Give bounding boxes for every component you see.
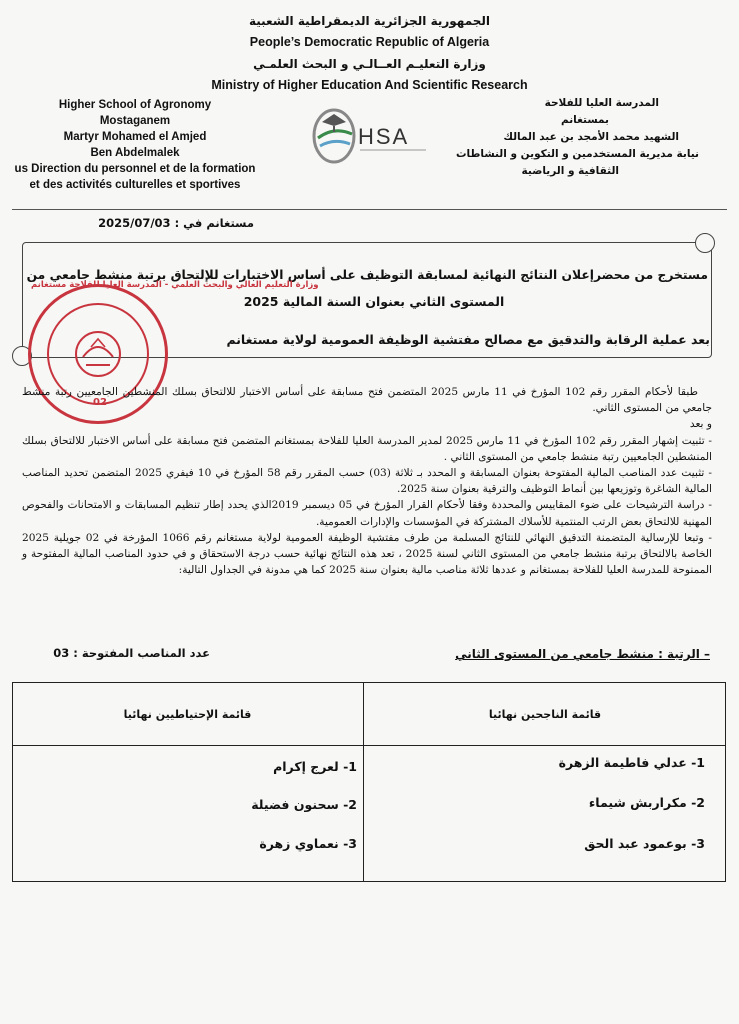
paragraph-item: - تثبيت عدد المناصب المالية المفتوحة بعنوان المسابقة و المحدد بـ ثلاثة (03) حسب المقرر رقم 58 المؤرخ في 10 فيفري 2025 المتضمن تحديد المناصب المالية الشاغرة وتوزيعها بين أنماط التوظيف والترقية بعنوان سنة 2025. — [22, 467, 712, 496]
logo-text: HSA — [358, 124, 410, 149]
reserve-row: 2- سحنون فضيلة — [251, 797, 357, 812]
table-header-divider — [12, 745, 726, 746]
republic-arabic: الجمهورية الجزائرية الديمقراطية الشعبية — [248, 14, 491, 28]
school-logo-icon — [308, 96, 436, 178]
institution-line: نيابة مديرية المستخدمين و التكوين و النشاطات — [456, 148, 699, 160]
institution-line: Ben Abdelmalek — [90, 147, 180, 159]
institution-line: et des activités culturelles et sportives — [29, 179, 241, 191]
svg-text:02: 02 — [93, 397, 107, 408]
institution-line: بمستغانم — [561, 114, 609, 126]
header-divider — [12, 209, 727, 210]
paragraph-item: - وتبعا للإرسالية المتضمنة التدقيق النهائي للنتائج المسلمة من طرف مفتشية الوظيفة العمومية لولاية مستغانم رقم 1066 المؤرخة في 02 جويلية 2025 الخاصة بالالتحاق برتبة منشط جامعي من المستوى الثاني لسنة 2025 ، تعد هذه النتائج نهائية حسب درجة الاستحقاق و في حدود المناصب المالية المفتوحة و الممنوحة للمدرسة العليا للفلاحة بمستغانم و عددها ثلاثة مناصب مالية بعنوان سنة 2025 كما هي مدونة في الجداول التالية: — [22, 531, 712, 577]
open-posts-label: عدد المناصب المفتوحة : 03 — [53, 646, 210, 660]
institution-line: الشهيد محمد الأمجد بن عبد المالك — [503, 131, 679, 143]
republic-english: People’s Democratic Republic of Algeria — [249, 35, 490, 49]
institution-block-french — [12, 97, 258, 193]
title-line-1: مستخرج من محضرإعلان النتائج النهائية لمسابقة التوظيف على أساس الاختبارات للإلتحاق برتبة منشط جامعي من — [26, 268, 708, 282]
reserve-row: 1- لعرج إكرام — [273, 759, 357, 774]
institution-line: Higher School of Agronomy — [58, 99, 212, 111]
winners-column-header: قائمة الناجحين نهائيا — [488, 708, 602, 721]
paragraph-item: - دراسة الترشيحات على ضوء المقاييس والمحددة وفقا لأحكام القرار المؤرخ في 05 ديسمبر 2019الذي يحدد إطار تنظيم المسابقات و الامتحانات والفحوص المهنية للالتحاق بعض الرتب المنتمية للأسلاك المشتركة في المؤسسات والإدارات العمومية. — [22, 499, 712, 528]
stamp-text: وزارة التعليم العالي والبحث العلمي - المدرسة العليا للفلاحة مستغانم — [31, 280, 319, 290]
winner-row: 2- مكراربش شيماء — [588, 795, 705, 810]
institution-line: us Direction du personnel et de la formation — [14, 163, 256, 175]
institution-line: الثقافية و الرياضية — [521, 165, 619, 177]
paragraph-intro: طبقا لأحكام المقرر رقم 102 المؤرخ في 11 مارس 2025 المتضمن فتح مسابقة على أساس الاختبار للالتحاق بسلك المنشطين الجامعيين رتبة منشط جامعي من المستوى الثاني. — [22, 386, 712, 415]
school-logo — [308, 96, 436, 178]
institution-block-arabic — [419, 95, 699, 180]
winner-row: 3- بوعمود عبد الحق — [584, 836, 705, 851]
scroll-curl-icon — [695, 233, 715, 253]
institution-line: Mostaganem — [99, 115, 171, 127]
ministry-english: Ministry of Higher Education And Scientific Research — [211, 78, 528, 92]
winner-row: 1- عدلي فاطيمة الزهرة — [558, 755, 705, 770]
paragraph-and-after: و بعد — [689, 418, 712, 431]
institution-line: المدرسة العليا للفلاحة — [544, 97, 659, 109]
body-text — [22, 384, 712, 578]
title-line-2: المستوى الثاني بعنوان السنة المالية 2025 — [243, 294, 505, 309]
paragraph-item: - تثبيت إشهار المقرر رقم 102 المؤرخ في 11 مارس 2025 لمدير المدرسة العليا للفلاحة بمستغانم المتضمن فتح مسابقة على أساس الاختبار للالتحاق بسلك المنشطين الجامعيين رتبة منشط جامعي من المستوى الثاني . — [22, 434, 712, 463]
reserves-column-header: قائمة الإحتياطيين نهائيا — [123, 708, 252, 721]
reserve-row: 3- نعماوي زهرة — [259, 836, 357, 851]
institution-line: Martyr Mohamed el Amjed — [63, 131, 207, 143]
title-line-3: بعد عملية الرقابة والتدقيق مع مصالح مفتشية الوظيفة العمومية لولاية مستغانم — [226, 332, 710, 347]
date-line: مستغانم في : 2025/07/03 — [98, 216, 254, 230]
rank-label: – الرتبة : منشط جامعي من المستوى الثاني — [455, 647, 710, 661]
ministry-arabic: وزارة التعليـم العــالـي و البحث العلمـي — [253, 57, 486, 71]
